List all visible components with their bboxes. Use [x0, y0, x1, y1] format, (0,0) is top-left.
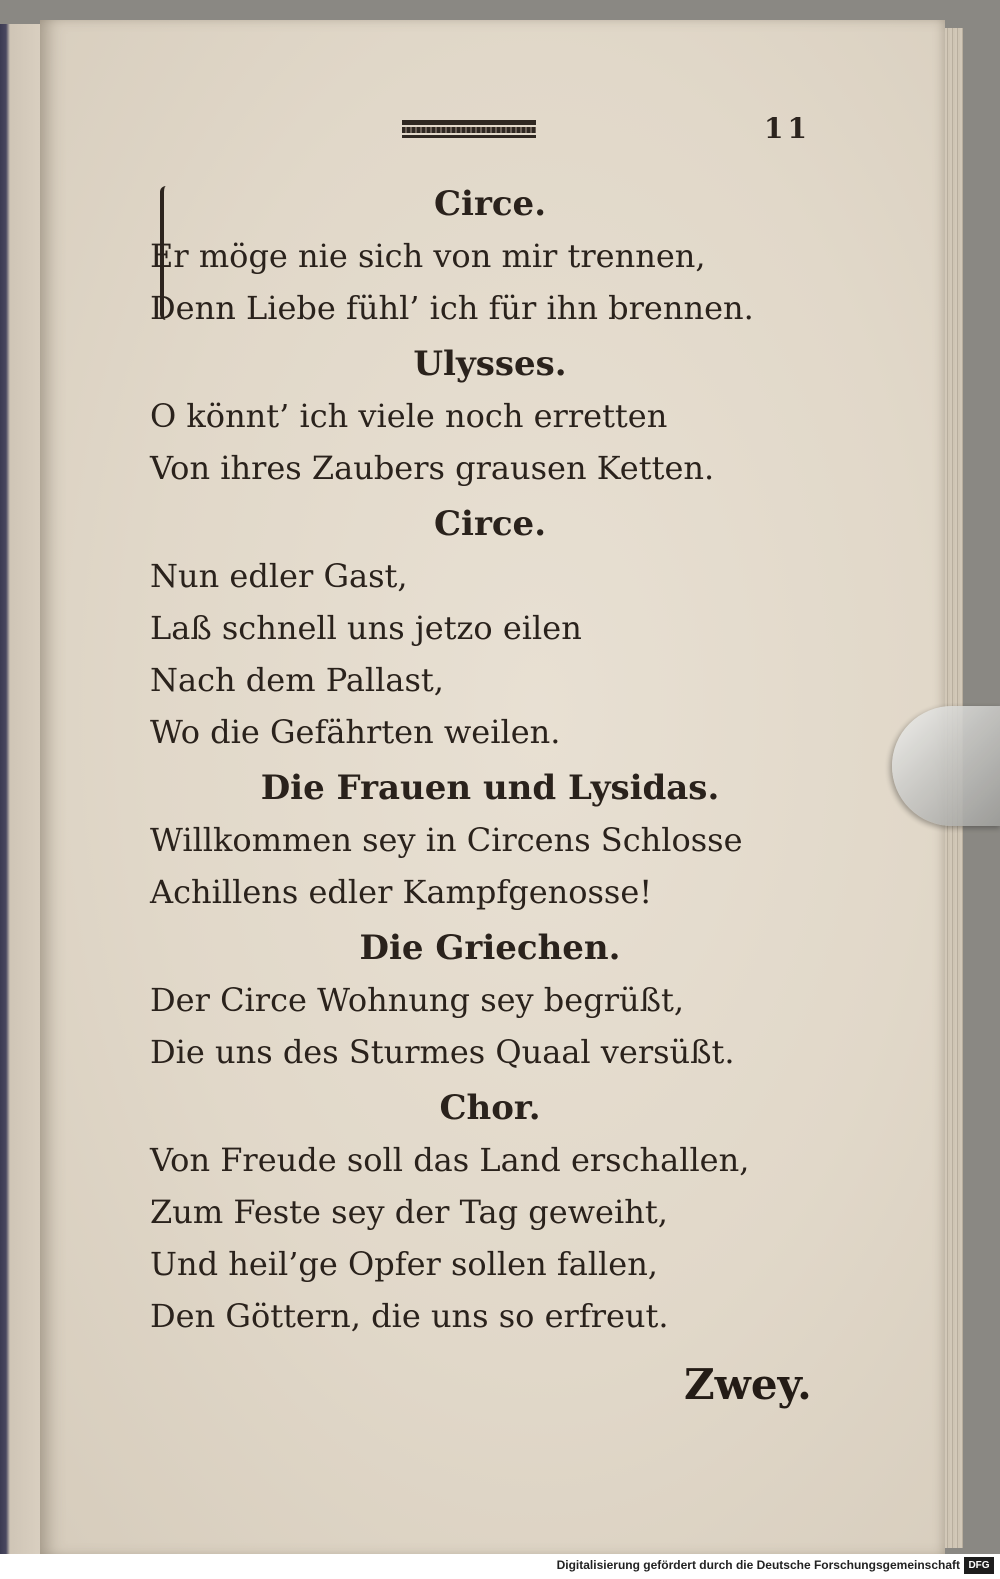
speaker-heading: Chor.	[439, 1088, 541, 1128]
verse-line: Laß schnell uns jetzo eilen	[150, 609, 582, 647]
footer-bar	[0, 1554, 1000, 1579]
verse-line: Nun edler Gast,	[150, 557, 408, 595]
verse-line: Er möge nie sich von mir trennen,	[150, 237, 706, 275]
speaker-heading: Circe.	[433, 184, 547, 224]
verse-line: Denn Liebe fühl’ ich für ihn brennen.	[150, 289, 754, 327]
verse-line: Von Freude soll das Land erschallen,	[150, 1141, 750, 1179]
catchword: Zwey.	[684, 1360, 812, 1409]
speaker-heading: Die Frauen und Lysidas.	[260, 768, 720, 808]
verse-line: Und heil’ge Opfer sollen fallen,	[150, 1245, 658, 1283]
page-number: 11	[764, 112, 811, 145]
verse-line: Den Göttern, die uns so erfreut.	[150, 1297, 669, 1335]
verse-line: Wo die Gefährten weilen.	[150, 713, 561, 751]
funding-credit: Digitalisierung gefördert durch die Deutsche Forschungsgemeinschaft	[556, 1558, 960, 1572]
verse-line: Der Circe Wohnung sey begrüßt,	[150, 981, 685, 1019]
speaker-heading: Ulysses.	[413, 344, 567, 384]
verse-line: Achillens edler Kampfgenosse!	[150, 873, 653, 911]
verse-line: Die uns des Sturmes Quaal versüßt.	[150, 1033, 735, 1071]
verse-line: Willkommen sey in Circens Schlosse	[150, 821, 743, 859]
header-rule-ornament	[402, 118, 536, 140]
dfg-logo: DFG	[964, 1557, 994, 1574]
verse-line: Nach dem Pallast,	[150, 661, 444, 699]
verse-line: O könnt’ ich viele noch erretten	[150, 397, 668, 435]
verse-line: Von ihres Zaubers grausen Ketten.	[150, 449, 715, 487]
speaker-heading: Circe.	[433, 504, 547, 544]
verse-line: Zum Feste sey der Tag geweiht,	[150, 1193, 668, 1231]
play-text	[150, 178, 830, 1342]
speaker-heading: Die Griechen.	[359, 928, 621, 968]
page-clip	[892, 706, 1000, 826]
